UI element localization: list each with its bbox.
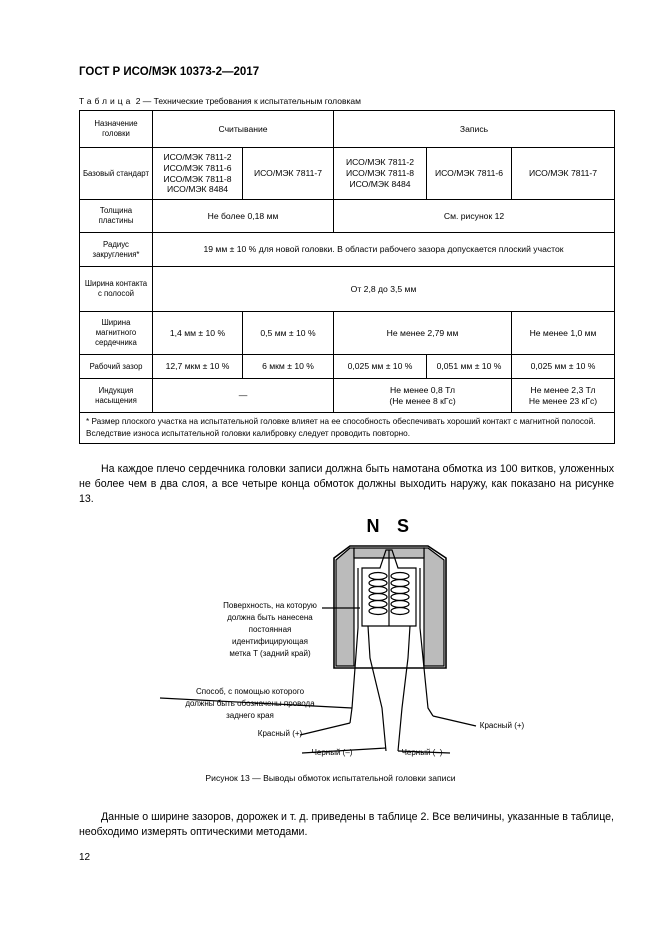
cell-standard-1: ИСО/МЭК 7811-2 ИСО/МЭК 7811-6 ИСО/МЭК 7811-8 ИСО/МЭК 8484 bbox=[153, 148, 243, 200]
right-wall bbox=[424, 548, 444, 666]
leader-red-left bbox=[300, 723, 350, 735]
table-row bbox=[80, 233, 615, 267]
row-label-core: Ширина магнитного сердечника bbox=[80, 312, 153, 355]
cell-gap-3: 0,025 мм ± 10 % bbox=[334, 355, 427, 379]
pole-s: S bbox=[396, 516, 410, 536]
cell-standard-2: ИСО/МЭК 7811-7 bbox=[243, 148, 334, 200]
cell-standard-3: ИСО/МЭК 7811-2 ИСО/МЭК 7811-8 ИСО/МЭК 8484 bbox=[334, 148, 427, 200]
cell-radius: 19 мм ± 10 % для новой головки. В области рабочего зазора допускается плоский участок bbox=[153, 233, 615, 267]
label-surface-3: постоянная bbox=[248, 625, 292, 634]
induction-1-line2: (Не менее 8 кГс) bbox=[389, 395, 456, 406]
induction-2-line2: Не менее 23 кГс) bbox=[528, 395, 598, 406]
cell-core-1: 1,4 мм ± 10 % bbox=[153, 312, 243, 355]
label-method-1: Способ, с помощью которого bbox=[195, 687, 305, 696]
figure-caption: Рисунок 13 — Выводы обмоток испытательной головки записи bbox=[205, 773, 456, 783]
coil-right bbox=[391, 573, 409, 615]
label-black-left: Черный (–) bbox=[311, 748, 353, 757]
page-number: 12 bbox=[79, 852, 91, 863]
table-caption-word: Таблица bbox=[79, 96, 134, 106]
table-row bbox=[80, 413, 615, 444]
table-row bbox=[80, 111, 615, 148]
leader-red-right bbox=[433, 716, 476, 726]
row-label-radius: Радиус закругления* bbox=[80, 233, 153, 267]
label-method-3: заднего края bbox=[226, 711, 274, 720]
row-label-induction: Индукция насыщения bbox=[80, 379, 153, 413]
requirements-table bbox=[79, 110, 615, 444]
label-red-right: Красный (+) bbox=[479, 721, 525, 730]
cell-write: Запись bbox=[334, 111, 615, 148]
left-wall bbox=[336, 548, 354, 666]
table-row bbox=[80, 148, 615, 200]
cell-read: Считывание bbox=[153, 111, 334, 148]
table-row bbox=[80, 379, 615, 413]
cell-core-3: Не менее 2,79 мм bbox=[334, 312, 512, 355]
cell-induction-write-2 bbox=[512, 379, 615, 413]
label-surface-2: должна быть нанесена bbox=[227, 613, 313, 622]
figure-13 bbox=[150, 508, 550, 775]
table-caption-text: 2 — Технические требования к испытательным головкам bbox=[133, 96, 361, 106]
cell-thickness-write: См. рисунок 12 bbox=[334, 200, 615, 233]
cell-gap-4: 0,051 мм ± 10 % bbox=[427, 355, 512, 379]
wire-black-right bbox=[398, 626, 410, 751]
table-row bbox=[80, 267, 615, 312]
write-head-diagram bbox=[150, 508, 550, 770]
row-label-standard: Базовый стандарт bbox=[80, 148, 153, 200]
cell-contact: От 2,8 до 3,5 мм bbox=[153, 267, 615, 312]
table-row bbox=[80, 355, 615, 379]
cell-gap-1: 12,7 мкм ± 10 % bbox=[153, 355, 243, 379]
label-surface-4: идентифицирующая bbox=[232, 637, 308, 646]
induction-2-line1: Не менее 2,3 Тл bbox=[530, 384, 596, 395]
cell-induction-write-1 bbox=[334, 379, 512, 413]
table-footnote: * Размер плоского участка на испытательной головке влияет на ее способность обеспечивать хороший контакт с магнитной полосой. Вследствие износа испытательной головки калибровку следует проводить повторно. bbox=[80, 413, 615, 444]
coil-left bbox=[369, 573, 387, 615]
document-header: ГОСТ Р ИСО/МЭК 10373-2—2017 bbox=[79, 66, 260, 78]
row-label-thickness: Толщина пластины bbox=[80, 200, 153, 233]
paragraph-measurements bbox=[79, 810, 614, 840]
row-label-gap: Рабочий зазор bbox=[80, 355, 153, 379]
table-row bbox=[80, 312, 615, 355]
paragraph-measurements-text: Данные о ширине зазоров, дорожек и т. д. приведены в таблице 2. Все величины, указанные в таблице, необходимо измерять оптическими методами. bbox=[79, 811, 614, 838]
wire-black-left bbox=[368, 626, 386, 751]
label-method-2: должны быть обозначены провода bbox=[185, 699, 315, 708]
cell-core-5: Не менее 1,0 мм bbox=[512, 312, 615, 355]
paragraph-windings bbox=[79, 462, 614, 507]
label-black-right: Черный (–) bbox=[401, 748, 443, 757]
label-red-left: Красный (+) bbox=[257, 729, 303, 738]
pole-n: N bbox=[366, 516, 380, 536]
cell-core-2: 0,5 мм ± 10 % bbox=[243, 312, 334, 355]
paragraph-windings-text: На каждое плечо сердечника головки записи должна быть намотана обмотка из 100 витков, уложенных не более чем в два слоя, а все четыре конца обмоток должны выходить наружу, как показано на рисунке 13. bbox=[79, 463, 614, 505]
cell-thickness-read: Не более 0,18 мм bbox=[153, 200, 334, 233]
table-caption bbox=[79, 96, 361, 106]
table-row bbox=[80, 200, 615, 233]
cell-induction-read: — bbox=[153, 379, 334, 413]
label-surface-5: метка T (задний край) bbox=[229, 649, 311, 658]
cell-standard-4: ИСО/МЭК 7811-6 bbox=[427, 148, 512, 200]
row-label-contact: Ширина контакта с полосой bbox=[80, 267, 153, 312]
row-label-purpose: Назначение головки bbox=[80, 111, 153, 148]
induction-1-line1: Не менее 0,8 Тл bbox=[390, 384, 455, 395]
cell-gap-2: 6 мкм ± 10 % bbox=[243, 355, 334, 379]
label-surface-1: Поверхность, на которую bbox=[223, 601, 317, 610]
cell-standard-5: ИСО/МЭК 7811-7 bbox=[512, 148, 615, 200]
cell-gap-5: 0,025 мм ± 10 % bbox=[512, 355, 615, 379]
